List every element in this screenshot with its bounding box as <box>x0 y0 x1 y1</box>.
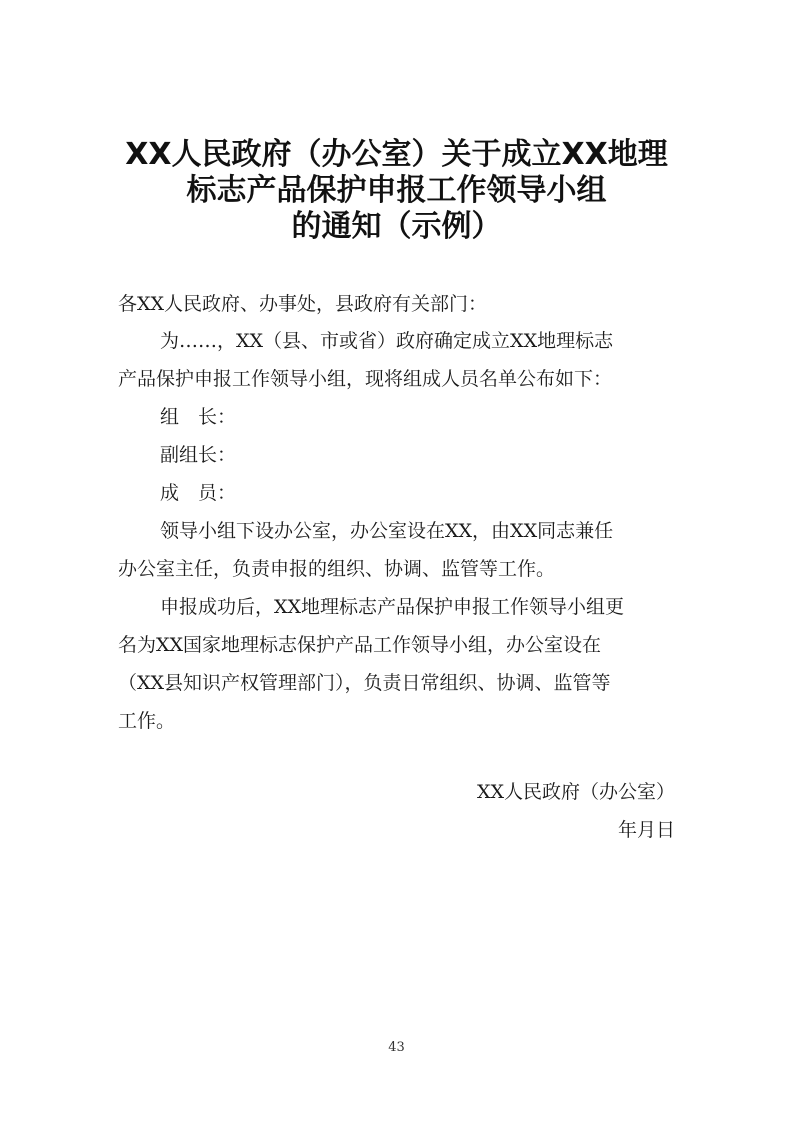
salutation: 各XX人民政府、办事处，县政府有关部门： <box>118 293 488 315</box>
deputy-leader-label: 副组长： <box>160 444 237 466</box>
document-title-line-3: 的通知（示例） <box>291 209 502 244</box>
members-label: 成 员： <box>160 482 237 504</box>
paragraph-line: 申报成功后，XX地理标志产品保护申报工作领导小组更 <box>160 596 625 618</box>
signature-date: 年月日 <box>617 819 675 841</box>
paragraph-line: 为……，XX（县、市或省）政府确定成立XX地理标志 <box>160 330 614 352</box>
signature-org: XX人民政府（办公室） <box>476 781 675 803</box>
paragraph-line: 办公室主任，负责申报的组织、协调、监管等工作。 <box>118 558 556 580</box>
paragraph-line: 工作。 <box>118 710 176 732</box>
paragraph-line: 领导小组下设办公室，办公室设在XX，由XX同志兼任 <box>160 520 614 542</box>
page-number: 43 <box>388 1040 405 1055</box>
document-title-line-2: 标志产品保护申报工作领导小组 <box>186 173 607 208</box>
paragraph-line: 产品保护申报工作领导小组，现将组成人员名单公布如下： <box>118 368 613 390</box>
paragraph-line: （XX县知识产权管理部门），负责日常组织、协调、监管等 <box>118 672 611 694</box>
paragraph-line: 名为XX国家地理标志保护产品工作领导小组，办公室设在 <box>118 634 602 656</box>
document-title-line-1: XX人民政府（办公室）关于成立XX地理 <box>125 137 668 172</box>
leader-label: 组 长： <box>160 406 237 428</box>
